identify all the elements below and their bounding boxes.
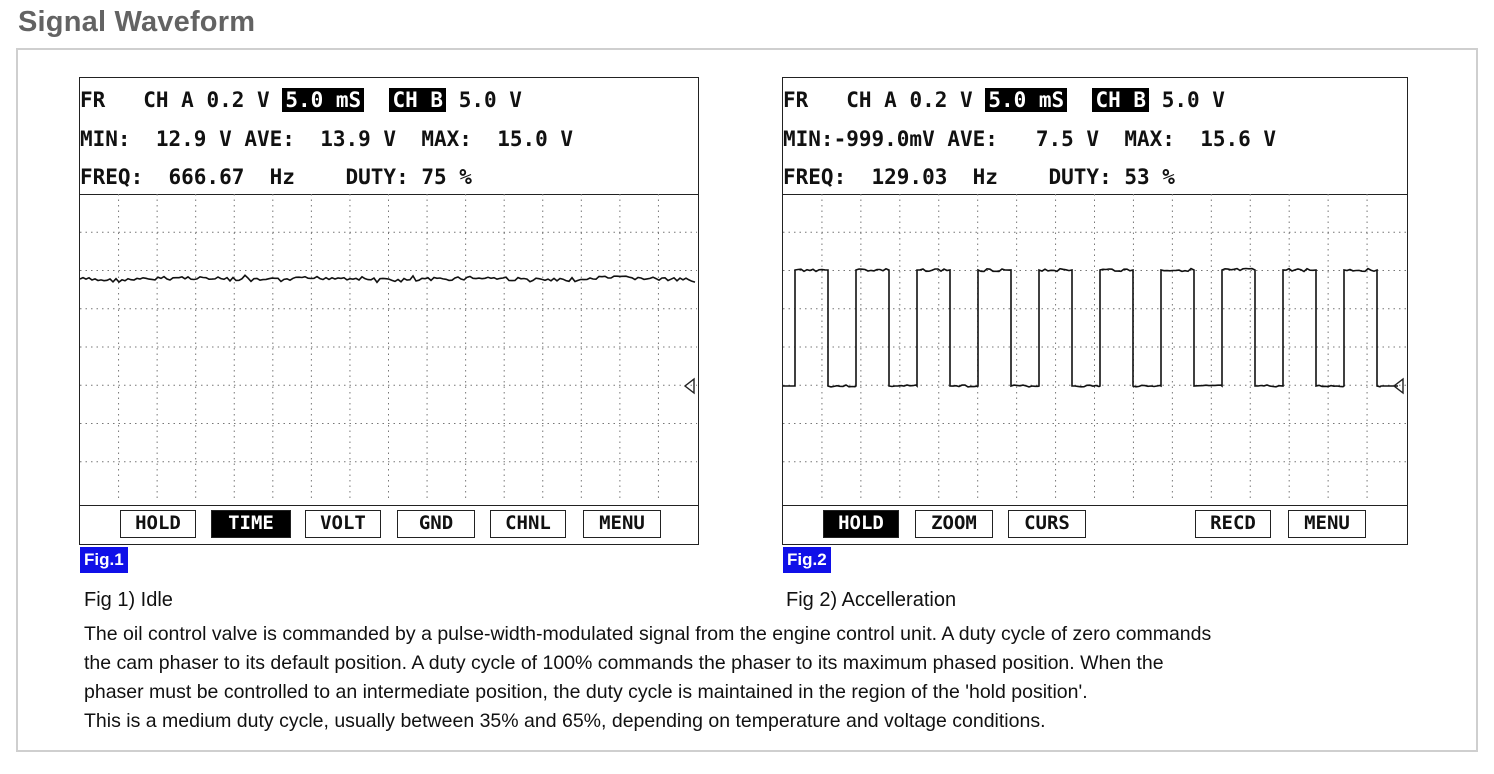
waveform-grid xyxy=(80,194,698,500)
figure-tag-2: Fig.2 xyxy=(783,547,831,573)
curs-button[interactable]: CURS xyxy=(1008,510,1086,538)
recd-button[interactable]: RECD xyxy=(1195,510,1271,538)
hold-button[interactable]: HOLD xyxy=(120,510,196,538)
time-scale: 5.0 mS xyxy=(985,88,1067,112)
page-heading: Signal Waveform xyxy=(18,6,256,38)
figure-caption-1: Fig 1) Idle xyxy=(84,589,173,611)
ground-marker-icon xyxy=(685,379,694,393)
header-line-1 xyxy=(783,87,1225,113)
time-scale: 5.0 mS xyxy=(282,88,364,112)
signal-trace xyxy=(80,275,695,282)
gnd-button[interactable]: GND xyxy=(397,510,475,538)
channel-a-scale: CH A 0.2 V xyxy=(846,88,973,112)
figure-caption-2: Fig 2) Accelleration xyxy=(786,589,957,611)
frame-label: FR xyxy=(783,88,809,112)
chnl-button[interactable]: CHNL xyxy=(490,510,566,538)
header-line-3: FREQ: 666.67 Hz DUTY: 75 % xyxy=(80,165,472,189)
description-line: the cam phaser to its default position. A duty cycle of 100% commands the phaser to its maximum phased position. When the xyxy=(84,652,1164,674)
header-line-2: MIN: 12.9 V AVE: 13.9 V MAX: 15.0 V xyxy=(80,127,574,151)
waveform-grid xyxy=(783,194,1407,500)
signal-trace xyxy=(783,269,1398,387)
figure-tag-1: Fig.1 xyxy=(80,547,128,573)
oscilloscope-fig2 xyxy=(782,77,1408,545)
oscilloscope-fig1 xyxy=(79,77,699,545)
frame-label: FR xyxy=(80,88,106,112)
menu-button[interactable]: MENU xyxy=(1288,510,1366,538)
description-line: This is a medium duty cycle, usually between 35% and 65%, depending on temperature and voltage conditions. xyxy=(84,710,1046,732)
header-line-1 xyxy=(80,87,522,113)
channel-b-scale: 5.0 V xyxy=(458,88,522,112)
description-line: The oil control valve is commanded by a pulse-width-modulated signal from the engine control unit. A duty cycle of zero commands xyxy=(84,623,1212,645)
channel-b-label: CH B xyxy=(389,88,446,112)
description-paragraph xyxy=(84,620,1464,736)
zoom-button[interactable]: ZOOM xyxy=(915,510,993,538)
menu-button[interactable]: MENU xyxy=(583,510,661,538)
volt-button[interactable]: VOLT xyxy=(305,510,381,538)
time-button[interactable]: TIME xyxy=(211,510,291,538)
scope-button-bar xyxy=(783,505,1407,544)
channel-b-scale: 5.0 V xyxy=(1161,88,1225,112)
channel-a-scale: CH A 0.2 V xyxy=(143,88,270,112)
header-line-2: MIN:-999.0mV AVE: 7.5 V MAX: 15.6 V xyxy=(783,127,1277,151)
scope-header xyxy=(783,78,1407,195)
header-line-3: FREQ: 129.03 Hz DUTY: 53 % xyxy=(783,165,1175,189)
scope-button-bar xyxy=(80,505,698,544)
description-line: phaser must be controlled to an intermediate position, the duty cycle is maintained in the region of the 'hold position'. xyxy=(84,681,1088,703)
channel-b-label: CH B xyxy=(1092,88,1149,112)
scope-header xyxy=(80,78,698,195)
hold-button[interactable]: HOLD xyxy=(823,510,899,538)
